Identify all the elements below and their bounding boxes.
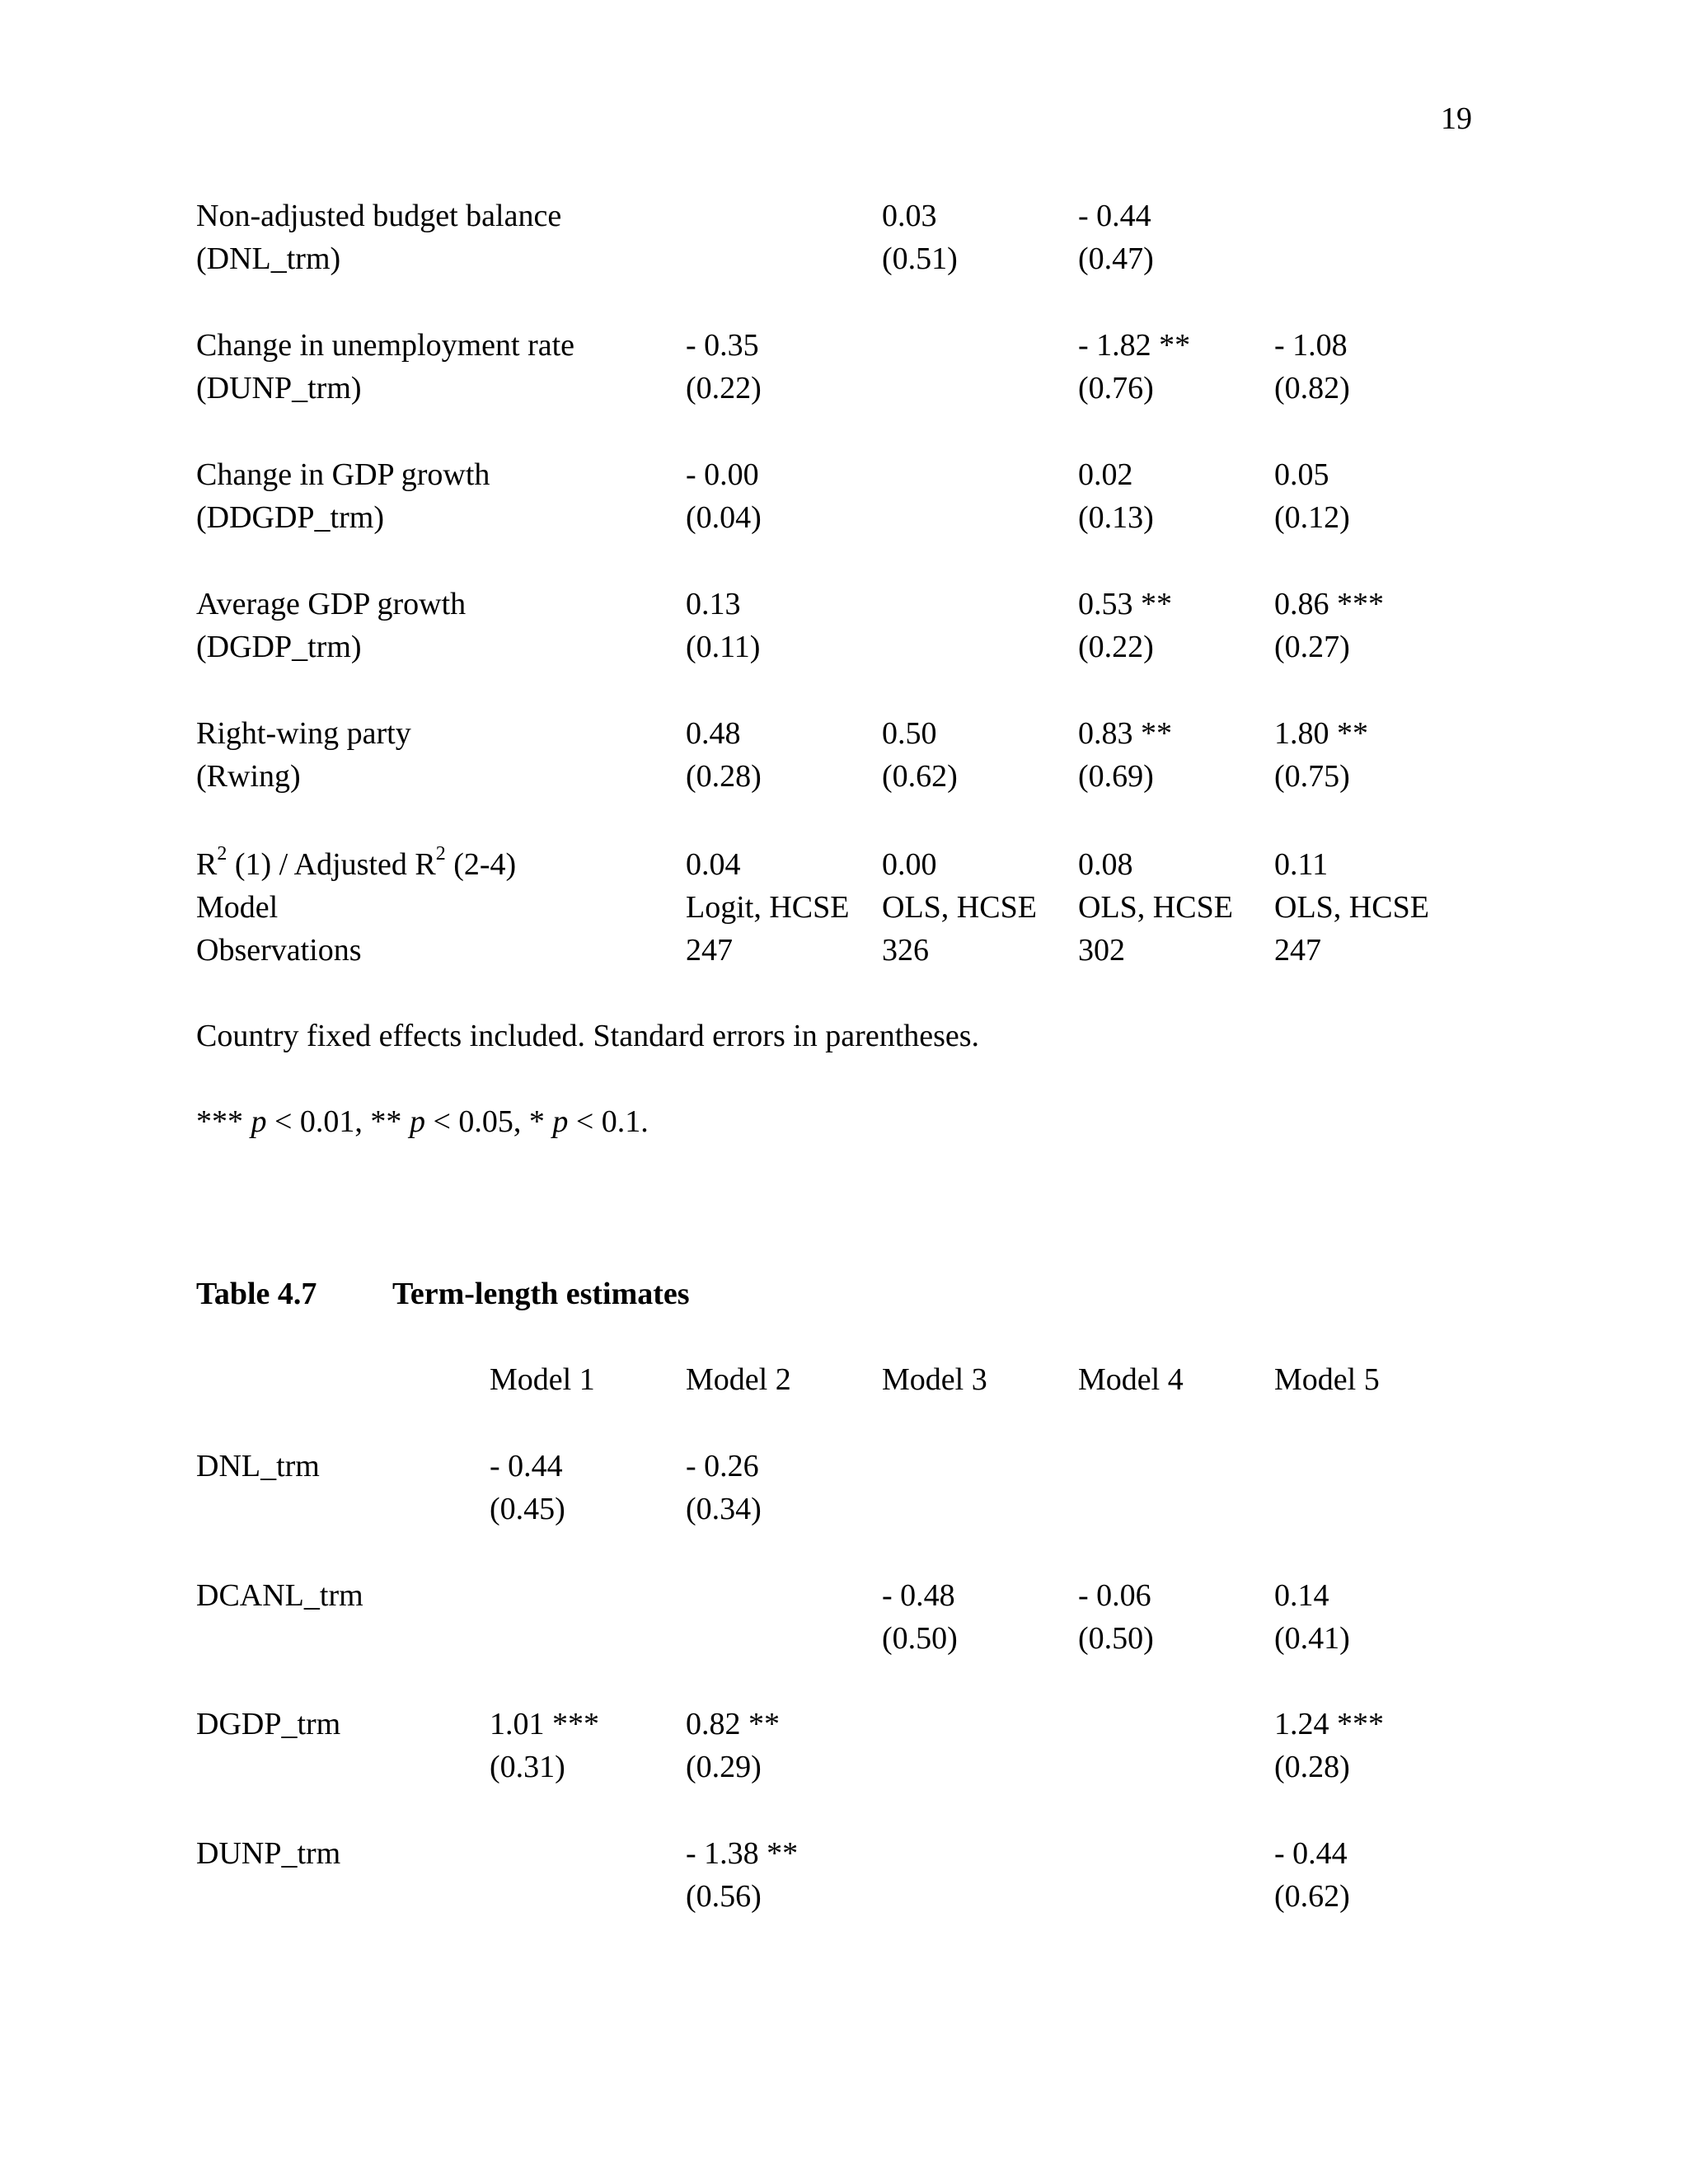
- std-error-cell: (0.62): [882, 759, 958, 794]
- row-label: Right-wing party: [196, 716, 411, 751]
- row-label: DUNP_trm: [196, 1836, 341, 1871]
- coefficient-cell: 0.82 **: [686, 1707, 780, 1741]
- std-error-cell: (0.50): [1078, 1621, 1154, 1656]
- coefficient-cell: - 1.08: [1274, 328, 1348, 363]
- observations-label: Observations: [196, 933, 362, 968]
- coefficient-cell: - 1.38 **: [686, 1836, 799, 1871]
- observations-value: 247: [686, 933, 733, 968]
- std-error-cell: (0.47): [1078, 241, 1154, 276]
- column-header: Model 2: [686, 1362, 791, 1397]
- table-number: Table 4.7: [196, 1277, 317, 1311]
- coefficient-cell: - 0.44: [1274, 1836, 1348, 1871]
- coefficient-cell: 0.48: [686, 716, 741, 751]
- std-error-cell: (0.51): [882, 241, 958, 276]
- row-variable-code: (DDGDP_trm): [196, 500, 384, 535]
- std-error-cell: (0.13): [1078, 500, 1154, 535]
- coefficient-cell: 0.05: [1274, 457, 1329, 492]
- std-error-cell: (0.56): [686, 1879, 762, 1914]
- row-label: Non-adjusted budget balance: [196, 199, 562, 233]
- column-header: Model 4: [1078, 1362, 1184, 1397]
- coefficient-cell: - 0.00: [686, 457, 759, 492]
- column-header: Model 5: [1274, 1362, 1380, 1397]
- row-label: Change in unemployment rate: [196, 328, 575, 363]
- std-error-cell: (0.31): [490, 1750, 565, 1784]
- std-error-cell: (0.04): [686, 500, 762, 535]
- std-error-cell: (0.75): [1274, 759, 1350, 794]
- std-error-cell: (0.28): [1274, 1750, 1350, 1784]
- note-fixed-effects: Country fixed effects included. Standard errors in parentheses.: [196, 1019, 980, 1053]
- model-type-value: OLS, HCSE: [1078, 890, 1233, 925]
- column-header: Model 1: [490, 1362, 595, 1397]
- r2-label: $R^2$ (1) / Adjusted $R^2$ (2-4): [196, 843, 517, 882]
- std-error-cell: (0.22): [686, 371, 762, 405]
- std-error-cell: (0.69): [1078, 759, 1154, 794]
- coefficient-cell: 0.83 **: [1078, 716, 1172, 751]
- coefficient-cell: 0.86 ***: [1274, 587, 1384, 621]
- std-error-cell: (0.62): [1274, 1879, 1350, 1914]
- observations-value: 302: [1078, 933, 1125, 968]
- row-label: DGDP_trm: [196, 1707, 341, 1741]
- coefficient-cell: 0.03: [882, 199, 937, 233]
- row-variable-code: (DUNP_trm): [196, 371, 362, 405]
- std-error-cell: (0.11): [686, 630, 761, 664]
- coefficient-cell: 0.02: [1078, 457, 1133, 492]
- row-variable-code: (Rwing): [196, 759, 301, 794]
- coefficient-cell: 1.01 ***: [490, 1707, 599, 1741]
- observations-value: 247: [1274, 933, 1321, 968]
- r2-value: 0.00: [882, 847, 937, 882]
- row-label: DCANL_trm: [196, 1578, 363, 1613]
- row-variable-code: (DGDP_trm): [196, 630, 362, 664]
- r2-value: 0.11: [1274, 847, 1329, 882]
- coefficient-cell: - 0.48: [882, 1578, 955, 1613]
- model-label: Model: [196, 890, 279, 925]
- coefficient-cell: - 0.44: [490, 1449, 563, 1483]
- model-type-value: OLS, HCSE: [882, 890, 1037, 925]
- std-error-cell: (0.28): [686, 759, 762, 794]
- page-number: 19: [1441, 101, 1472, 136]
- coefficient-cell: - 0.44: [1078, 199, 1151, 233]
- row-label: Change in GDP growth: [196, 457, 490, 492]
- std-error-cell: (0.45): [490, 1492, 565, 1526]
- column-header: Model 3: [882, 1362, 987, 1397]
- coefficient-cell: 0.14: [1274, 1578, 1329, 1613]
- row-variable-code: (DNL_trm): [196, 241, 341, 276]
- coefficient-cell: 1.24 ***: [1274, 1707, 1384, 1741]
- r2-value: 0.08: [1078, 847, 1133, 882]
- std-error-cell: (0.29): [686, 1750, 762, 1784]
- coefficient-cell: - 0.35: [686, 328, 759, 363]
- std-error-cell: (0.22): [1078, 630, 1154, 664]
- std-error-cell: (0.41): [1274, 1621, 1350, 1656]
- r2-value: 0.04: [686, 847, 741, 882]
- std-error-cell: (0.76): [1078, 371, 1154, 405]
- table-title: Term-length estimates: [392, 1277, 690, 1311]
- observations-value: 326: [882, 933, 929, 968]
- coefficient-cell: 0.53 **: [1078, 587, 1172, 621]
- model-type-value: Logit, HCSE: [686, 890, 850, 925]
- std-error-cell: (0.82): [1274, 371, 1350, 405]
- std-error-cell: (0.34): [686, 1492, 762, 1526]
- std-error-cell: (0.50): [882, 1621, 958, 1656]
- coefficient-cell: 1.80 **: [1274, 716, 1368, 751]
- coefficient-cell: 0.50: [882, 716, 937, 751]
- row-label: Average GDP growth: [196, 587, 467, 621]
- coefficient-cell: - 1.82 **: [1078, 328, 1191, 363]
- coefficient-cell: 0.13: [686, 587, 741, 621]
- note-significance: *** p < 0.01, ** p < 0.05, * p < 0.1.: [196, 1104, 649, 1139]
- std-error-cell: (0.12): [1274, 500, 1350, 535]
- coefficient-cell: - 0.26: [686, 1449, 759, 1483]
- std-error-cell: (0.27): [1274, 630, 1350, 664]
- coefficient-cell: - 0.06: [1078, 1578, 1151, 1613]
- model-type-value: OLS, HCSE: [1274, 890, 1429, 925]
- row-label: DNL_trm: [196, 1449, 320, 1483]
